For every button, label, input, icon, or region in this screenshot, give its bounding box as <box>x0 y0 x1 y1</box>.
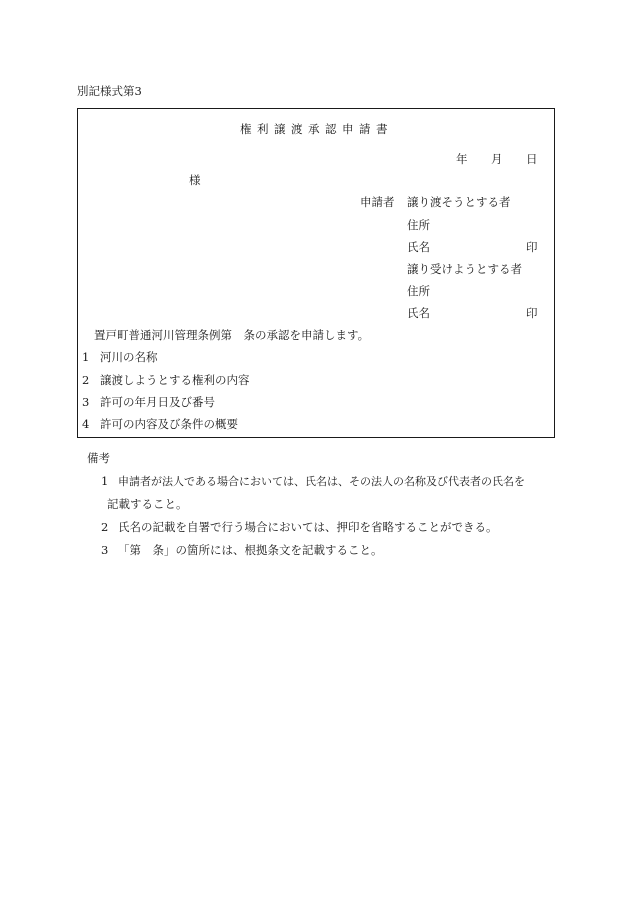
note-text: 「第 条」の箇所には、根拠条文を記載すること。 <box>118 543 383 557</box>
note-text: 申請者が法人である場合においては、氏名は、その法人の名称及び代表者の氏名を <box>118 475 525 488</box>
transferee-seal-mark: 印 <box>526 306 538 320</box>
form-label: 別記様式第3 <box>77 84 142 98</box>
date-year: 年 <box>456 152 468 166</box>
note-number: 3 <box>101 543 109 557</box>
transferee-name-label: 氏名 <box>407 306 430 320</box>
transferor-address-label: 住所 <box>407 218 430 232</box>
note-text-continued: 記載すること。 <box>107 497 188 511</box>
item-text: 河川の名称 <box>100 350 158 364</box>
note-number: 2 <box>101 520 109 534</box>
item-text: 許可の内容及び条件の概要 <box>100 417 238 431</box>
item-number: 4 <box>82 417 90 431</box>
date-month: 月 <box>491 152 503 166</box>
request-statement: 置戸町普通河川管理条例第 条の承認を申請します。 <box>94 328 370 342</box>
item-number: 3 <box>82 395 90 409</box>
date-day: 日 <box>526 152 538 166</box>
transferor-heading: 譲り渡そうとする者 <box>407 195 511 209</box>
notes-heading: 備考 <box>87 451 110 465</box>
applicant-label: 申請者 <box>360 195 395 209</box>
item-number: 2 <box>82 373 90 387</box>
item-number: 1 <box>82 350 90 364</box>
transferor-name-label: 氏名 <box>407 240 430 254</box>
item-text: 譲渡しようとする権利の内容 <box>100 373 250 387</box>
item-text: 許可の年月日及び番号 <box>100 395 215 409</box>
transferee-address-label: 住所 <box>407 284 430 298</box>
addressee-suffix: 様 <box>189 173 201 187</box>
transferor-seal-mark: 印 <box>526 240 538 254</box>
note-text: 氏名の記載を自署で行う場合においては、押印を省略することができる。 <box>118 520 498 534</box>
form-title: 権利譲渡承認申請書 <box>240 122 393 136</box>
note-number: 1 <box>101 474 109 488</box>
transferee-heading: 譲り受けようとする者 <box>407 262 522 276</box>
